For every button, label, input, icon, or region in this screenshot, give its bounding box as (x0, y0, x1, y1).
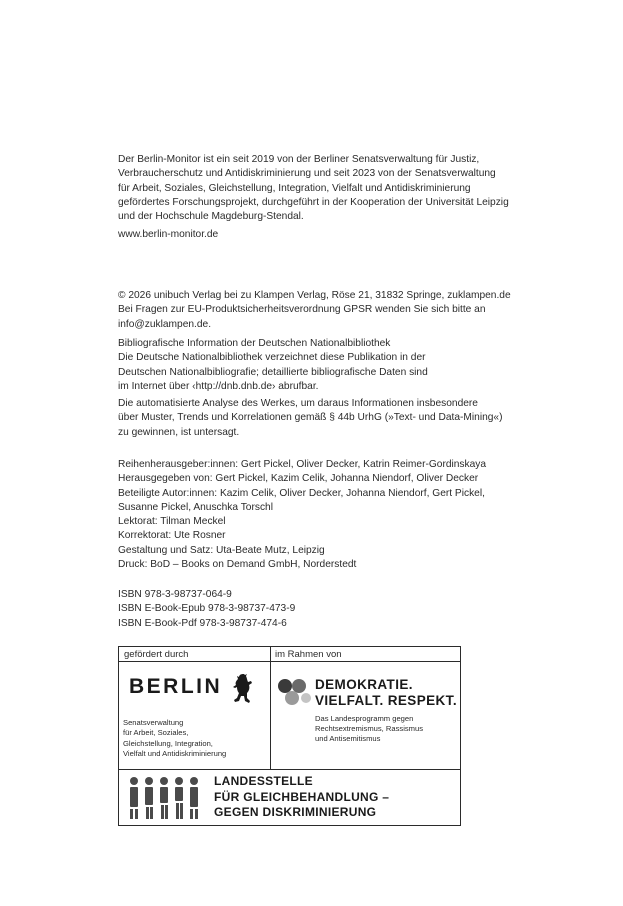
isbn-line: ISBN E-Book-Epub 978-3-98737-473-9 (118, 603, 296, 615)
senate-department-label (123, 718, 226, 760)
text-line: Korrektorat: Ute Rosner (118, 530, 226, 542)
text-line: Die automatisierte Analyse des Werkes, um daraus Informationen insbesondere (118, 398, 478, 409)
text-line: Gleichstellung, Integration, (123, 738, 213, 748)
text-line: Vielfalt und Antidiskriminierung (123, 749, 227, 759)
text-line: Rechtsextremismus, Rassismus (315, 723, 424, 733)
text-line: Druck: BoD – Books on Demand GmbH, Norderstedt (118, 559, 357, 571)
text-line: Verbraucherschutz und Antidiskriminierung und seit 2023 von der Senatsverwaltung (118, 168, 496, 180)
text-line: gefördertes Forschungsprojekt, durchgeführt in der Kooperation der Universität Leipzig (118, 196, 509, 208)
text-line: DEMOKRATIE. (315, 677, 413, 692)
text-line: zu gewinnen, ist untersagt. (118, 426, 240, 438)
text-line: Bei Fragen zur EU-Produktsicherheitsverordnung GPSR wenden Sie sich bitte an (118, 304, 486, 316)
demokratie-dots-icon (277, 677, 311, 707)
isbn-line: ISBN 978-3-98737-064-9 (118, 589, 232, 600)
website-url[interactable]: www.berlin-monitor.de (118, 229, 219, 240)
divider (270, 647, 271, 769)
text-line: für Arbeit, Soziales, Gleichstellung, Integration, Vielfalt und Antidiskriminierung (118, 182, 471, 194)
lads-title (214, 774, 389, 821)
dnb-information (118, 337, 558, 394)
text-line: Das Landesprogramm gegen (315, 714, 414, 723)
text-line: © 2026 unibuch Verlag bei zu Klampen Verlag, Röse 21, 31832 Springe, zuklampen.de (118, 290, 511, 301)
demokratie-title (315, 677, 457, 709)
text-line: Lektorat: Tilman Meckel (118, 516, 226, 528)
text-data-mining-notice (118, 397, 558, 440)
in-framework-caption: im Rahmen von (275, 649, 342, 660)
berlin-bear-icon (230, 672, 256, 706)
text-line: LANDESSTELLE (214, 774, 313, 788)
text-line: info@zuklampen.de. (118, 318, 212, 330)
text-line: FÜR GLEICHBEHANDLUNG – (214, 789, 390, 804)
website-link[interactable] (118, 228, 558, 242)
text-line: GEGEN DISKRIMINIERUNG (214, 805, 377, 819)
demokratie-subtitle (315, 714, 423, 743)
credits (118, 458, 558, 572)
project-description (118, 153, 558, 224)
text-line: Susanne Pickel, Anuschka Torschl (118, 501, 273, 513)
text-line: VIELFALT. RESPEKT. (315, 693, 457, 708)
funding-logos-box (118, 646, 461, 826)
isbn-line: ISBN E-Book-Pdf 978-3-98737-474-6 (118, 617, 287, 629)
text-line: über Muster, Trends und Korrelationen gemäß § 44b UrhG (»Text- und Data-Mining«) (118, 412, 503, 424)
text-line: und Antisemitismus (315, 733, 381, 743)
text-line: Senatsverwaltung (123, 718, 184, 727)
text-line: Herausgegeben von: Gert Pickel, Kazim Celik, Johanna Niendorf, Oliver Decker (118, 473, 479, 485)
text-line: Die Deutsche Nationalbibliothek verzeichnet diese Publikation in der (118, 352, 426, 364)
funded-by-caption: gefördert durch (124, 649, 189, 660)
text-line: Deutschen Nationalbibliografie; detaillierte bibliografische Daten sind (118, 366, 428, 378)
divider (119, 661, 460, 662)
divider (119, 769, 460, 770)
isbn-list (118, 588, 558, 631)
copyright-notice (118, 289, 558, 332)
text-line: Beteiligte Autor:innen: Kazim Celik, Oliver Decker, Johanna Niendorf, Gert Pickel, (118, 487, 485, 499)
lads-figures-icon (128, 776, 208, 820)
text-line: im Internet über ‹http://dnb.dnb.de› abrufbar. (118, 380, 319, 392)
text-line: für Arbeit, Soziales, (123, 728, 189, 738)
text-line: Gestaltung und Satz: Uta-Beate Mutz, Leipzig (118, 544, 325, 556)
berlin-wordmark: BERLIN (129, 675, 223, 698)
text-line: Reihenherausgeber:innen: Gert Pickel, Oliver Decker, Katrin Reimer-Gordinskaya (118, 459, 487, 470)
text-line: und der Hochschule Magdeburg-Stendal. (118, 211, 304, 223)
text-line: Bibliografische Information der Deutschen Nationalbibliothek (118, 338, 391, 349)
text-line: Der Berlin-Monitor ist ein seit 2019 von der Berliner Senatsverwaltung für Justiz, (118, 154, 480, 165)
